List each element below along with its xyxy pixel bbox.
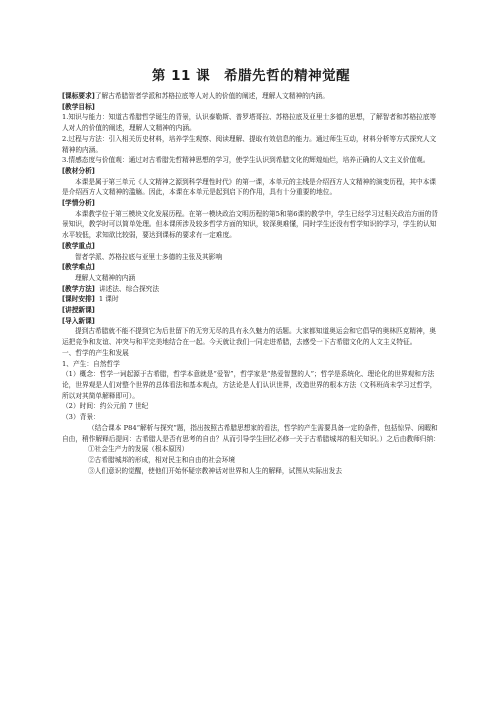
list-item: ②古希腊城邦的形成，相对民主和自由的社会环境: [88, 455, 236, 464]
class-hours: [62, 294, 440, 305]
key-points-text: 智者学派、苏格拉底与亚里士多德的主张及其影响: [75, 252, 223, 261]
textbook-analysis-heading: [教材分析]: [62, 166, 95, 175]
student-analysis-text: 本课教学位于第三模块文化发展历程。在第一模块政治文明历程的第5和第6课的教学中，学生已经学习过相关政治方面的背景知识，教学时可以简单处理。但本课所涉及较多哲学方面的知识，较深奥难懂，同时学生还没有哲学知识的学习，学生的认知水平较低，求知欲比较弱，要达到课标的要求有一定难度。: [62, 209, 438, 240]
curriculum-requirement-text: 了解古希腊智者学派和苏格拉底等人对人的价值的阐述，理解人文精神的内涵。: [94, 92, 329, 100]
teaching-methods: [62, 284, 440, 295]
page-title: 第 11 课 希腊先哲的精神觉醒: [151, 68, 351, 84]
introduction-text: 提到古希腊就不能不提到它为后世留下的无穷无尽的具有永久魅力的话题。大家都知道奥运会和它倡导的奥林匹克精神，奥运把竞争和友谊、冲突与和平完美地结合在一起。今天就让我们一同走进希腊，去感受一下古希腊文化的人文主义特征。: [62, 327, 437, 347]
introduction-heading: [导入新课]: [62, 316, 95, 325]
teaching-methods-label: [教学方法]: [62, 284, 95, 293]
teaching-goal-item: 3.情感态度与价值观：通过对古希腊先哲精神思想的学习，使学生认识到希腊文化的辉煌灿烂，培养正确的人文主义价值观。: [62, 156, 430, 165]
teaching-methods-text: 讲述法、综合探究法: [98, 284, 160, 293]
body-paragraph: （1）概念：哲学一词起源于古希腊，哲学本意就是“爱智”，哲学家是“热爱智慧的人”；哲学是系统化、理论化的世界观和方法论，世界观是人们对整个世界的总体看法和基本观点，方法论是人们认识世界，改造世界的根本方法（文科班尚未学习过哲学，所以对其简单解释即可）。: [62, 370, 437, 400]
subsection-heading: 1、产生：自然哲学: [62, 359, 120, 368]
list-item: ③人们意识的觉醒，使他们开始怀疑宗教神话对世界和人生的解释，试图从实际出发去: [88, 466, 343, 475]
new-lesson-heading: [讲授新课]: [62, 306, 95, 315]
teaching-goal-item: 2.过程与方法：引入相关历史材料，培养学生观察、阅读理解、提取有效信息的能力。通过师生互动，材料分析等方式探究人文精神的内涵。: [62, 134, 437, 154]
teaching-goals-heading: [教学目标]: [62, 102, 95, 111]
teaching-goal-item: 1.知识与能力：知道古希腊哲学诞生的背景，认识泰勒斯、普罗塔哥拉、苏格拉底及亚里士多德的思想，了解智者和苏格拉底等人对人的价值的阐述，理解人文精神的内涵。: [62, 113, 437, 133]
key-points-heading: [教学重点]: [62, 241, 95, 250]
body-paragraph: （3）背景：: [62, 413, 100, 422]
textbook-analysis-text: 本课是属于第三单元《人文精神之源到科学理性时代》的第一课，本单元的主线是介绍西方人文精神的演变历程，其中本课是介绍西方人文精神的滥觞。因此，本课在本单元是起到启下的作用，具有十分重要的地位。: [62, 177, 437, 197]
class-hours-text: 1 课时: [98, 295, 119, 304]
curriculum-requirement: [62, 91, 440, 102]
class-hours-label: [课时安排]: [62, 295, 95, 304]
lesson-plan-page: [62, 64, 440, 476]
body-paragraph: （结合课本 P84“解析与探究”题，指出按照古希腊思想家的看法，哲学的产生需要具备一定的条件，包括惊异、闲暇和自由，稍作解释后提问：古希腊人是否有思考的自由？从而引导学生回忆必修一关于古希腊城邦的相关知识。）之后由教师归纳：: [62, 423, 440, 443]
difficulties-heading: [教学难点]: [62, 263, 95, 272]
student-analysis-heading: [学情分析]: [62, 199, 95, 208]
curriculum-requirement-label: [课标要求]: [62, 92, 95, 100]
body-paragraph: （2）时间：约公元前 7 世纪: [62, 402, 149, 411]
list-item: ①社会生产力的发展（根本原因）: [88, 445, 189, 454]
difficulties-text: 理解人文精神的内涵: [75, 273, 136, 282]
section-heading: 一、哲学的产生和发展: [62, 348, 129, 357]
